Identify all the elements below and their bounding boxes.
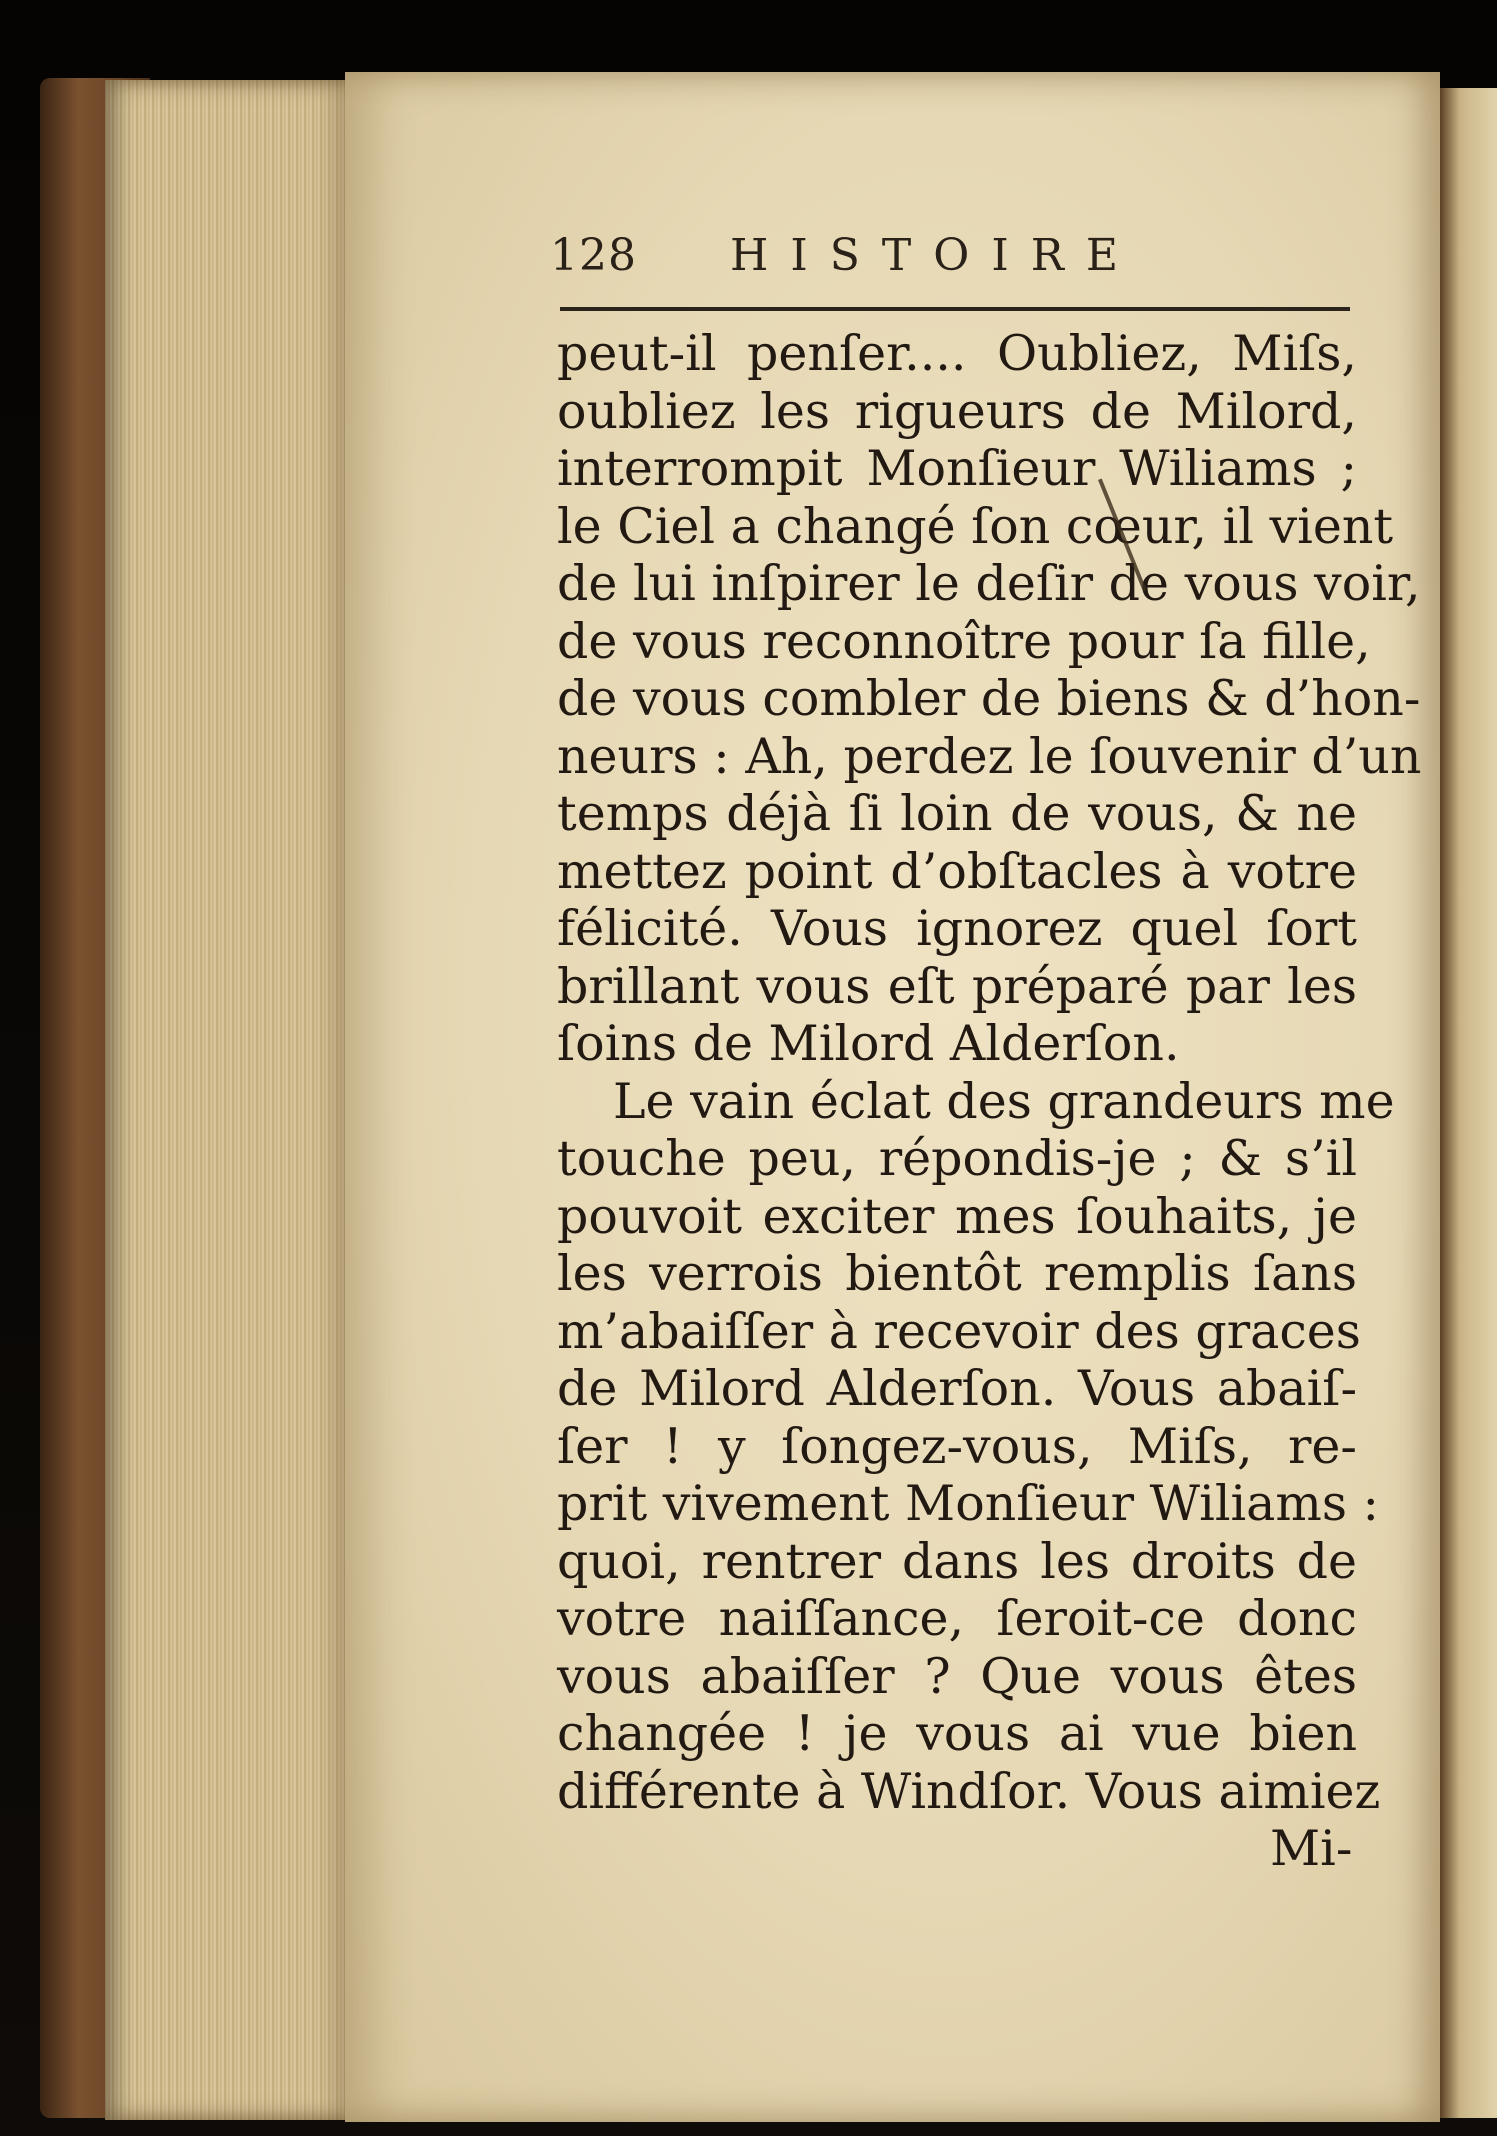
header-rule bbox=[560, 307, 1350, 311]
text-line: peut-il penſer.... Oubliez, Miſs, bbox=[557, 325, 1357, 382]
text-line: vous abaiſſer ? Que vous êtes bbox=[557, 1647, 1357, 1705]
text-line: m’abaiſſer à recevoir des graces bbox=[557, 1302, 1361, 1360]
text-line: de vous reconnoître pour ſa fille, bbox=[557, 612, 1371, 670]
facing-page-edge bbox=[1440, 88, 1497, 2118]
text-line: les verrois bientôt remplis ſans bbox=[557, 1245, 1357, 1302]
text-line: Le vain éclat des grandeurs me bbox=[613, 1072, 1395, 1130]
page-header bbox=[550, 230, 1350, 290]
text-line: brillant vous eſt préparé par les bbox=[557, 957, 1357, 1015]
text-line: félicité. Vous ignorez quel ſort bbox=[557, 900, 1357, 957]
text-line: de Milord Alderſon. Vous abaiſ- bbox=[557, 1360, 1357, 1417]
body-text bbox=[557, 325, 1422, 1820]
text-line: prit vivement Monſieur Wiliams : bbox=[557, 1475, 1380, 1532]
text-line: neurs : Ah, perdez le ſouvenir d’un bbox=[557, 727, 1422, 785]
text-line: de lui inſpirer le deſir de vous voir, bbox=[557, 555, 1421, 612]
page-number: 128 bbox=[550, 230, 637, 281]
text-line: oubliez les rigueurs de Milord, bbox=[557, 382, 1357, 440]
running-head: HISTOIRE bbox=[730, 230, 1140, 281]
text-line: le Ciel a changé ſon cœur, il vient bbox=[557, 497, 1394, 555]
text-line: ſoins de Milord Alderſon. bbox=[557, 1015, 1180, 1072]
text-line: changée ! je vous ai vue bien bbox=[557, 1705, 1357, 1762]
text-line: pouvoit exciter mes ſouhaits, je bbox=[557, 1187, 1357, 1245]
text-line: ſer ! y ſongez-vous, Miſs, re- bbox=[557, 1417, 1357, 1475]
catchword: Mi- bbox=[1270, 1820, 1353, 1877]
text-line: touche peu, répondis-je ; & s’il bbox=[557, 1130, 1357, 1187]
text-line: différente à Windſor. Vous aimiez bbox=[557, 1762, 1381, 1820]
text-line: interrompit Monſieur Wiliams ; bbox=[557, 440, 1357, 497]
page-edges bbox=[105, 80, 355, 2120]
text-line: quoi, rentrer dans les droits de bbox=[557, 1532, 1357, 1590]
text-line: mettez point d’obſtacles à votre bbox=[557, 842, 1357, 900]
text-line: de vous combler de biens & d’hon- bbox=[557, 670, 1421, 727]
text-line: votre naiſſance, ſeroit-ce donc bbox=[557, 1590, 1357, 1647]
text-line: temps déjà ſi loin de vous, & ne bbox=[557, 785, 1357, 842]
